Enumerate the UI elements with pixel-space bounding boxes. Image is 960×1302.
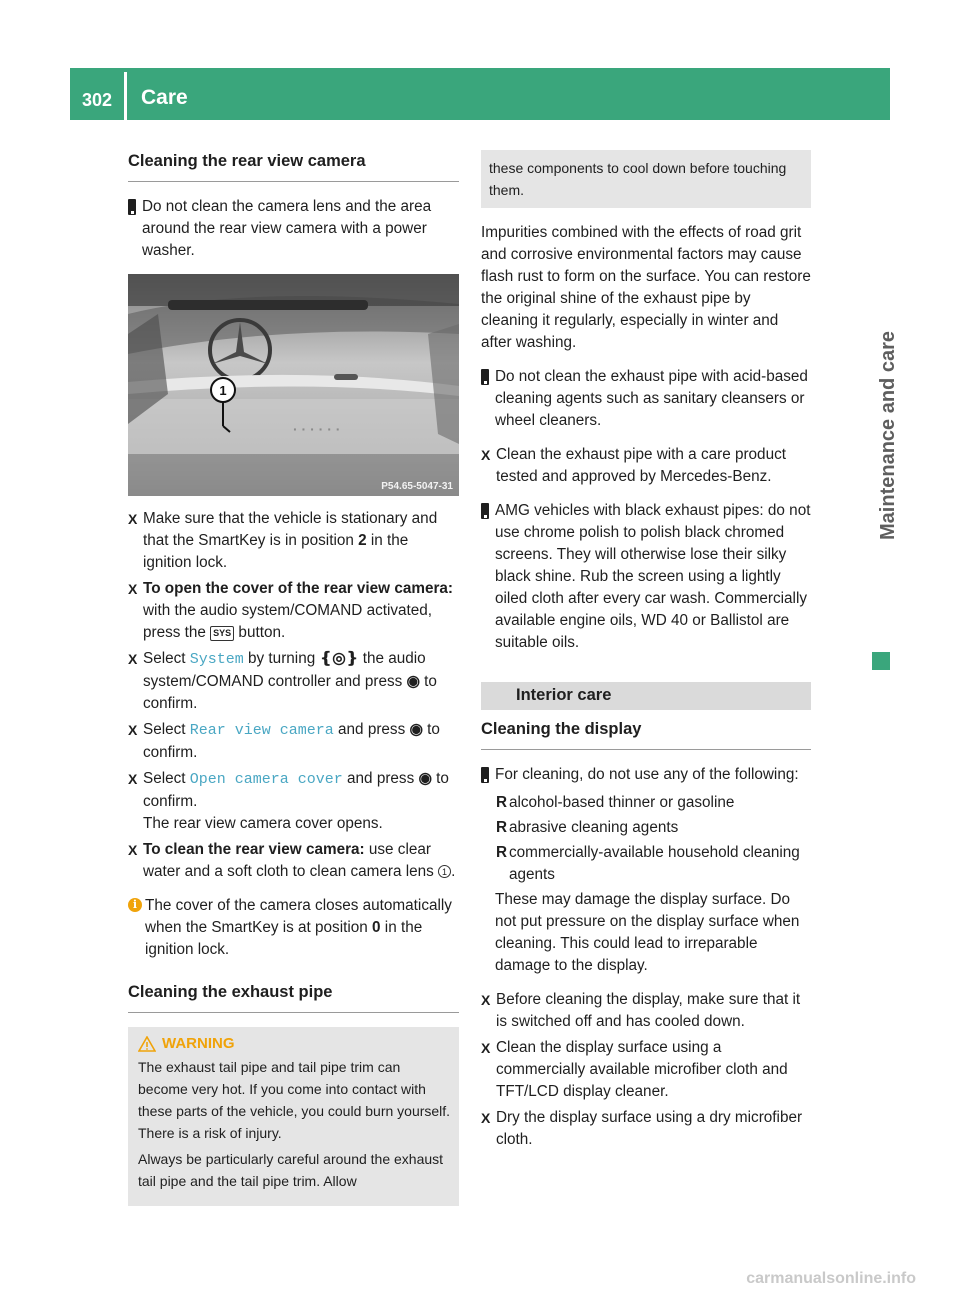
- photo-callout-1: 1: [219, 383, 227, 398]
- note-power-washer: Do not clean the camera lens and the area around the rear view camera with a power washer.: [128, 196, 459, 262]
- warning-title: WARNING: [138, 1035, 451, 1052]
- heading-rear-camera: Cleaning the rear view camera: [128, 152, 459, 182]
- step-select-rear-view-camera: X Select Rear view camera and press ◉ to confirm.: [128, 721, 440, 761]
- step-clean-camera: X To clean the rear view camera: use clear water and a soft cloth to clean camera lens 1 .: [128, 841, 456, 880]
- caution-icon: [481, 503, 489, 519]
- car-rear-illustration: [128, 274, 459, 496]
- side-tab-label: Maintenance and care: [876, 330, 899, 540]
- step-clean-display: X Clean the display surface using a commercially available microfiber cloth and TFT/LCD display cleaner.: [481, 1039, 788, 1100]
- step-arrow-icon: X: [128, 581, 138, 597]
- side-tab-marker: [872, 652, 890, 670]
- warning-text-2: Always be particularly careful around the exhaust tail pipe and the tail pipe trim. Allow: [138, 1151, 444, 1189]
- step-open-cover: X To open the cover of the rear view camera: with the audio system/COMAND activated, press the SYS button.: [128, 580, 454, 641]
- callout-1-icon: 1: [438, 865, 451, 878]
- heading-cleaning-display: Cleaning the display: [481, 720, 811, 750]
- photo-code: P54.65-5047-31: [381, 481, 453, 492]
- step-clean-exhaust: X Clean the exhaust pipe with a care product tested and approved by Mercedes-Benz.: [481, 446, 786, 485]
- bullet-icon: R: [496, 794, 508, 811]
- right-column: [481, 150, 811, 1155]
- warning-box: [128, 1027, 459, 1206]
- step-arrow-icon: X: [128, 722, 138, 738]
- step-arrow-icon: X: [128, 511, 138, 527]
- controller-press-icon: ◉: [418, 770, 432, 787]
- menu-item-rear-view-camera: Rear view camera: [189, 722, 334, 739]
- paragraph-display-damage: These may damage the display surface. Do not put pressure on the display surface when cleaning. This could lead to irreparable damage to the display.: [495, 891, 800, 974]
- left-column: [128, 152, 459, 1206]
- section-bar-interior-care: Interior care: [481, 682, 811, 710]
- controller-press-icon: ◉: [409, 721, 423, 738]
- caution-icon: [481, 767, 489, 783]
- note-do-not-use: For cleaning, do not use any of the following:: [481, 764, 811, 786]
- step-open-camera-cover: X Select Open camera cover and press ◉ to confirm. The rear view camera cover opens.: [128, 770, 449, 832]
- heading-exhaust-pipe: Cleaning the exhaust pipe: [128, 983, 459, 1013]
- step-arrow-icon: X: [481, 1110, 491, 1126]
- step-arrow-icon: X: [481, 1040, 491, 1056]
- info-icon: i: [128, 898, 142, 912]
- list-item: R commercially-available household cleaning agents: [496, 844, 800, 883]
- svg-text:· · · · · ·: · · · · · ·: [293, 421, 341, 437]
- controller-turn-icon: ❴◎❵: [319, 650, 359, 667]
- header-band: [70, 68, 890, 120]
- step-result: The rear view camera cover opens.: [143, 815, 383, 832]
- step-arrow-icon: X: [128, 842, 138, 858]
- bullet-icon: R: [496, 819, 508, 836]
- page-number: 302: [81, 90, 113, 110]
- step-dry-display: X Dry the display surface using a dry microfiber cloth.: [481, 1109, 803, 1148]
- controller-press-icon: ◉: [406, 673, 420, 690]
- step-arrow-icon: X: [128, 651, 138, 667]
- paragraph-flash-rust: Impurities combined with the effects of road grit and corrosive environmental factors may cause flash rust to form on the surface. You can restore the original shine of the exhaust pipe by cleaning it regularly, especially in winter and after washing.: [481, 224, 811, 351]
- list-item: R abrasive cleaning agents: [481, 817, 811, 839]
- note-acid-cleaners: Do not clean the exhaust pipe with acid-based cleaning agents such as sanitary cleansers or wheel cleaners.: [481, 366, 811, 432]
- warning-triangle-icon: [138, 1036, 156, 1052]
- warning-text-1: The exhaust tail pipe and tail pipe trim can become very hot. If you come into contact with these parts of the vehicle, you could burn yourself. There is a risk of injury.: [138, 1059, 451, 1141]
- rear-camera-photo: [128, 274, 459, 496]
- caution-icon: [128, 199, 136, 215]
- menu-item-open-camera-cover: Open camera cover: [189, 771, 343, 788]
- step-stationary: X Make sure that the vehicle is stationary and that the SmartKey is in position 2 in the ignition lock.: [128, 510, 438, 571]
- step-select-system: X Select System by turning ❴◎❵ the audio system/COMAND controller and press ◉ to confirm.: [128, 650, 437, 712]
- caution-icon: [481, 369, 489, 385]
- header-divider: [124, 72, 127, 120]
- side-tab: [858, 215, 918, 655]
- step-arrow-icon: X: [481, 447, 491, 463]
- step-arrow-icon: X: [481, 992, 491, 1008]
- menu-item-system: System: [189, 651, 244, 668]
- info-cover-closes: i The cover of the camera closes automatically when the SmartKey is at position 0 in the ignition lock.: [128, 895, 459, 961]
- chapter-title: Care: [141, 86, 188, 109]
- list-item: R alcohol-based thinner or gasoline: [481, 792, 811, 814]
- warning-box-continued: these components to cool down before touching them.: [481, 150, 811, 208]
- sys-button-icon: SYS: [210, 626, 234, 641]
- note-amg-black-pipes: AMG vehicles with black exhaust pipes: do not use chrome polish to polish black chromed screens. They will otherwise lose their silky black shine. Rub the screen using a lightly oiled cloth after every car wash. Commercially available engine oils, WD 40 or Ballistol are suitable oils.: [481, 500, 811, 654]
- step-switch-off-display: X Before cleaning the display, make sure that it is switched off and has cooled down.: [481, 991, 801, 1030]
- watermark: carmanualsonline.info: [746, 1270, 916, 1287]
- bullet-icon: R: [496, 844, 508, 861]
- step-arrow-icon: X: [128, 771, 138, 787]
